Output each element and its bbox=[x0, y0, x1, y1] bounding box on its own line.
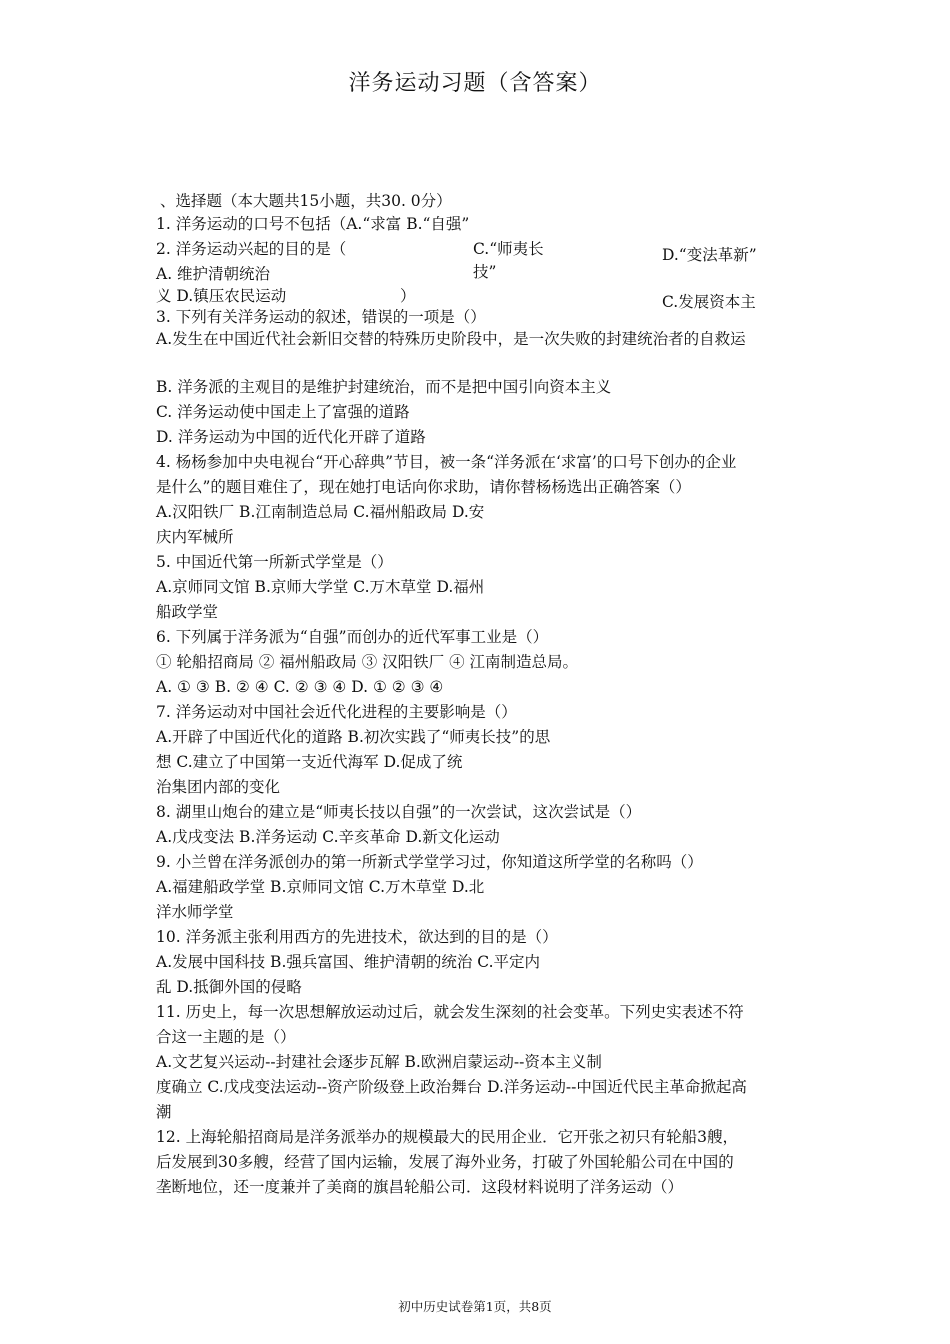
question-2: 2. 洋务运动兴起的目的是（ bbox=[156, 240, 347, 258]
question-12: 12. 上海轮船招商局是洋务派举办的规模最大的民用企业．它开张之初只有轮船3艘， bbox=[156, 1128, 738, 1146]
section-heading: 、选择题（本大题共15小题，共30. 0分） bbox=[160, 192, 452, 210]
question-2-option-c-cont: 技” bbox=[473, 263, 497, 281]
question-5-options: A.京师同文馆 B.京师大学堂 C.万木草堂 D.福州 bbox=[156, 578, 485, 596]
question-2-option-a: A. 维护清朝统治 bbox=[156, 265, 271, 283]
question-2-paren: ） bbox=[400, 287, 416, 305]
question-11-options-cont-2: 潮 bbox=[156, 1103, 172, 1121]
question-12-cont: 后发展到30多艘，经营了国内运输，发展了海外业务，打破了外国轮船公司在中国的 bbox=[156, 1153, 734, 1171]
question-3-option-a: A.发生在中国近代社会新旧交替的特殊历史阶段中，是一次失败的封建统治者的自救运 bbox=[156, 330, 746, 348]
question-3: 3. 下列有关洋务运动的叙述，错误的一项是（） bbox=[156, 308, 486, 326]
question-7-options-cont: 想 C.建立了中国第一支近代海军 D.促成了统 bbox=[156, 753, 463, 771]
question-4-options-cont: 庆内军械所 bbox=[156, 528, 234, 546]
question-6-options: A. ① ③ B. ② ④ C. ② ③ ④ D. ① ② ③ ④ bbox=[156, 678, 444, 696]
question-3-option-b: B. 洋务派的主观目的是维护封建统治，而不是把中国引向资本主义 bbox=[156, 378, 612, 396]
question-9: 9. 小兰曾在洋务派创办的第一所新式学堂学习过，你知道这所学堂的名称吗（） bbox=[156, 853, 703, 871]
question-12-cont-2: 垄断地位，还一度兼并了美商的旗昌轮船公司．这段材料说明了洋务运动（） bbox=[156, 1178, 684, 1196]
question-5: 5. 中国近代第一所新式学堂是（） bbox=[156, 553, 393, 571]
question-5-options-cont: 船政学堂 bbox=[156, 603, 219, 621]
page-footer: 初中历史试卷第1页，共8页 bbox=[398, 1299, 552, 1314]
question-11-options-cont: 度确立 C.戊戌变法运动--资产阶级登上政治舞台 D.洋务运动--中国近代民主革命掀起高 bbox=[156, 1078, 747, 1096]
question-7: 7. 洋务运动对中国社会近代化进程的主要影响是（） bbox=[156, 703, 517, 721]
question-7-options: A.开辟了中国近代化的道路 B.初次实践了“师夷长技”的思 bbox=[156, 728, 551, 746]
question-2-options-cont: 义 D.镇压农民运动 bbox=[156, 287, 287, 305]
question-11-cont: 合这一主题的是（） bbox=[156, 1028, 296, 1046]
question-9-options-cont: 洋水师学堂 bbox=[156, 903, 234, 921]
question-7-options-cont-2: 治集团内部的变化 bbox=[156, 778, 281, 796]
question-10-options: A.发展中国科技 B.强兵富国、维护清朝的统治 C.平定内 bbox=[156, 953, 541, 971]
question-2-option-d: D.“变法革新” bbox=[662, 246, 757, 264]
question-2-option-c: C.“师夷长 bbox=[473, 240, 544, 258]
question-3-option-c: C. 洋务运动使中国走上了富强的道路 bbox=[156, 403, 410, 421]
question-8-options: A.戊戌变法 B.洋务运动 C.辛亥革命 D.新文化运动 bbox=[156, 828, 500, 846]
question-4-options: A.汉阳铁厂 B.江南制造总局 C.福州船政局 D.安 bbox=[156, 503, 485, 521]
question-6: 6. 下列属于洋务派为“自强”而创办的近代军事工业是（） bbox=[156, 628, 549, 646]
question-11-options: A.文艺复兴运动--封建社会逐步瓦解 B.欧洲启蒙运动--资本主义制 bbox=[156, 1053, 602, 1071]
question-10: 10. 洋务派主张利用西方的先进技术，欲达到的目的是（） bbox=[156, 928, 558, 946]
question-8: 8. 湖里山炮台的建立是“师夷长技以自强”的一次尝试，这次尝试是（） bbox=[156, 803, 642, 821]
question-4: 4. 杨杨参加中央电视台“开心辞典”节目，被一条“洋务派在‘求富’的口号下创办的企业 bbox=[156, 453, 737, 471]
question-1: 1. 洋务运动的口号不包括（A.“求富 B.“自强” bbox=[156, 215, 470, 233]
question-4-cont: 是什么”的题目难住了，现在她打电话向你求助，请你替杨杨选出正确答案（） bbox=[156, 478, 691, 496]
question-2-option-c-alt: C.发展资本主 bbox=[662, 293, 756, 309]
question-9-options: A.福建船政学堂 B.京师同文馆 C.万木草堂 D.北 bbox=[156, 878, 485, 896]
question-6-items: ① 轮船招商局 ② 福州船政局 ③ 汉阳铁厂 ④ 江南制造总局。 bbox=[156, 653, 578, 671]
question-11: 11. 历史上，每一次思想解放运动过后，就会发生深刻的社会变革。下列史实表述不符 bbox=[156, 1003, 744, 1021]
page-title: 洋务运动习题（含答案） bbox=[348, 71, 602, 96]
question-10-options-cont: 乱 D.抵御外国的侵略 bbox=[156, 978, 302, 996]
question-3-option-d: D. 洋务运动为中国的近代化开辟了道路 bbox=[156, 428, 426, 446]
